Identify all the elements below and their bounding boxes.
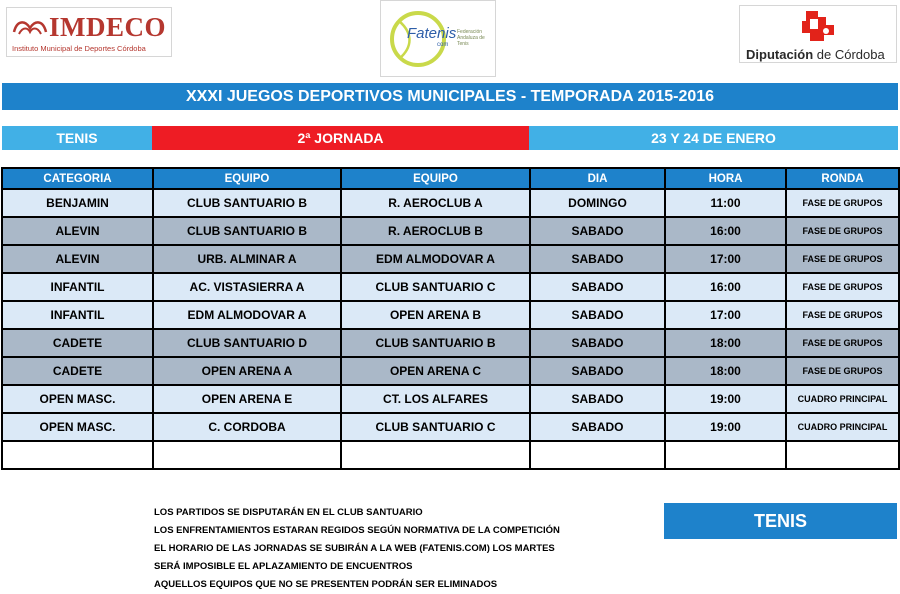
note-item: EL HORARIO DE LAS JORNADAS SE SUBIRÁN A LA WEB (FATENIS.COM) LOS MARTES <box>154 543 555 554</box>
cell-equipo-2: CT. LOS ALFARES <box>341 385 530 413</box>
cell-ronda: FASE DE GRUPOS <box>786 329 899 357</box>
dates-label: 23 Y 24 DE ENERO <box>529 126 898 150</box>
column-header-hora: HORA <box>665 168 786 189</box>
cell-equipo-1: CLUB SANTUARIO B <box>153 217 341 245</box>
table-row <box>2 217 899 245</box>
cell-dia: SABADO <box>530 413 665 441</box>
imdeco-subtitle: Instituto Municipal de Deportes Córdoba <box>12 44 146 53</box>
cell-dia: DOMINGO <box>530 189 665 217</box>
cell-equipo-1: C. CORDOBA <box>153 413 341 441</box>
cell-equipo-2: CLUB SANTUARIO C <box>341 413 530 441</box>
cell-dia: SABADO <box>530 329 665 357</box>
column-header-equipo-1: EQUIPO <box>153 168 341 189</box>
cell-equipo-1: OPEN ARENA E <box>153 385 341 413</box>
imdeco-name: IMDECO <box>49 12 166 42</box>
cell-categoria: ALEVIN <box>2 245 153 273</box>
cell-categoria: INFANTIL <box>2 273 153 301</box>
column-header-categoria: CATEGORIA <box>2 168 153 189</box>
cell-equipo-1: AC. VISTASIERRA A <box>153 273 341 301</box>
cell-dia: SABADO <box>530 245 665 273</box>
fatenis-name: Fatenis <box>407 25 457 42</box>
table-row <box>2 273 899 301</box>
cell-hora: 11:00 <box>665 189 786 217</box>
imdeco-logo <box>6 7 172 57</box>
cell-ronda: CUADRO PRINCIPAL <box>786 413 899 441</box>
cell-equipo-1 <box>153 441 341 469</box>
cell-ronda: FASE DE GRUPOS <box>786 357 899 385</box>
cell-equipo-2: EDM ALMODOVAR A <box>341 245 530 273</box>
sport-footer-box: TENIS <box>664 503 897 539</box>
cell-equipo-2: R. AEROCLUB B <box>341 217 530 245</box>
note-item: LOS PARTIDOS SE DISPUTARÁN EN EL CLUB SANTUARIO <box>154 507 423 518</box>
cell-equipo-1: URB. ALMINAR A <box>153 245 341 273</box>
cell-equipo-2: R. AEROCLUB A <box>341 189 530 217</box>
fatenis-federation-text: Federación Andaluza de Tenis <box>457 29 485 47</box>
cell-dia: SABADO <box>530 217 665 245</box>
cell-dia <box>530 441 665 469</box>
diputacion-logo <box>739 5 897 63</box>
cell-categoria: CADETE <box>2 357 153 385</box>
round-label: 2ª JORNADA <box>152 126 529 150</box>
imdeco-emblem-icon <box>11 16 49 40</box>
cell-categoria: CADETE <box>2 329 153 357</box>
table-row <box>2 189 899 217</box>
column-header-dia: DIA <box>530 168 665 189</box>
cell-categoria: ALEVIN <box>2 217 153 245</box>
cell-hora: 17:00 <box>665 301 786 329</box>
note-item: SERÁ IMPOSIBLE EL APLAZAMIENTO DE ENCUENTROS <box>154 561 413 572</box>
cell-hora <box>665 441 786 469</box>
page-title: XXXI JUEGOS DEPORTIVOS MUNICIPALES - TEMPORADA 2015-2016 <box>2 83 898 110</box>
cell-ronda: FASE DE GRUPOS <box>786 189 899 217</box>
cell-ronda: CUADRO PRINCIPAL <box>786 385 899 413</box>
cell-equipo-1: OPEN ARENA A <box>153 357 341 385</box>
cell-equipo-1: CLUB SANTUARIO D <box>153 329 341 357</box>
cell-hora: 18:00 <box>665 329 786 357</box>
cell-equipo-1: CLUB SANTUARIO B <box>153 189 341 217</box>
cell-dia: SABADO <box>530 385 665 413</box>
cell-equipo-2: OPEN ARENA C <box>341 357 530 385</box>
cell-ronda: FASE DE GRUPOS <box>786 273 899 301</box>
note-item: LOS ENFRENTAMIENTOS ESTARAN REGIDOS SEGÚN NORMATIVA DE LA COMPETICIÓN <box>154 525 560 536</box>
cell-equipo-2: OPEN ARENA B <box>341 301 530 329</box>
cell-equipo-2: CLUB SANTUARIO B <box>341 329 530 357</box>
column-header-ronda: RONDA <box>786 168 899 189</box>
note-item: AQUELLOS EQUIPOS QUE NO SE PRESENTEN PODRÁN SER ELIMINADOS <box>154 579 498 590</box>
table-row <box>2 413 899 441</box>
cell-hora: 17:00 <box>665 245 786 273</box>
diputacion-name: Diputación de Córdoba <box>746 47 885 62</box>
cell-categoria: INFANTIL <box>2 301 153 329</box>
diputacion-emblem-icon <box>796 9 842 43</box>
cell-dia: SABADO <box>530 301 665 329</box>
cell-categoria: OPEN MASC. <box>2 413 153 441</box>
table-row <box>2 357 899 385</box>
cell-hora: 19:00 <box>665 413 786 441</box>
schedule-table <box>1 167 900 470</box>
cell-hora: 18:00 <box>665 357 786 385</box>
cell-hora: 16:00 <box>665 273 786 301</box>
cell-dia: SABADO <box>530 273 665 301</box>
table-header-row <box>2 168 899 189</box>
cell-categoria: BENJAMIN <box>2 189 153 217</box>
table-row <box>2 301 899 329</box>
table-row-empty <box>2 441 899 469</box>
notes-list <box>154 504 654 594</box>
sport-label: TENIS <box>2 126 152 150</box>
cell-equipo-1: EDM ALMODOVAR A <box>153 301 341 329</box>
column-header-equipo-2: EQUIPO <box>341 168 530 189</box>
cell-hora: 16:00 <box>665 217 786 245</box>
cell-dia: SABADO <box>530 357 665 385</box>
cell-ronda: FASE DE GRUPOS <box>786 217 899 245</box>
cell-categoria <box>2 441 153 469</box>
cell-equipo-2: CLUB SANTUARIO C <box>341 273 530 301</box>
fatenis-logo <box>380 0 496 77</box>
cell-ronda: FASE DE GRUPOS <box>786 245 899 273</box>
table-row <box>2 329 899 357</box>
cell-hora: 19:00 <box>665 385 786 413</box>
cell-ronda: FASE DE GRUPOS <box>786 301 899 329</box>
cell-categoria: OPEN MASC. <box>2 385 153 413</box>
fatenis-domain: com <box>437 42 449 48</box>
cell-equipo-2 <box>341 441 530 469</box>
table-row <box>2 385 899 413</box>
cell-ronda <box>786 441 899 469</box>
table-row <box>2 245 899 273</box>
